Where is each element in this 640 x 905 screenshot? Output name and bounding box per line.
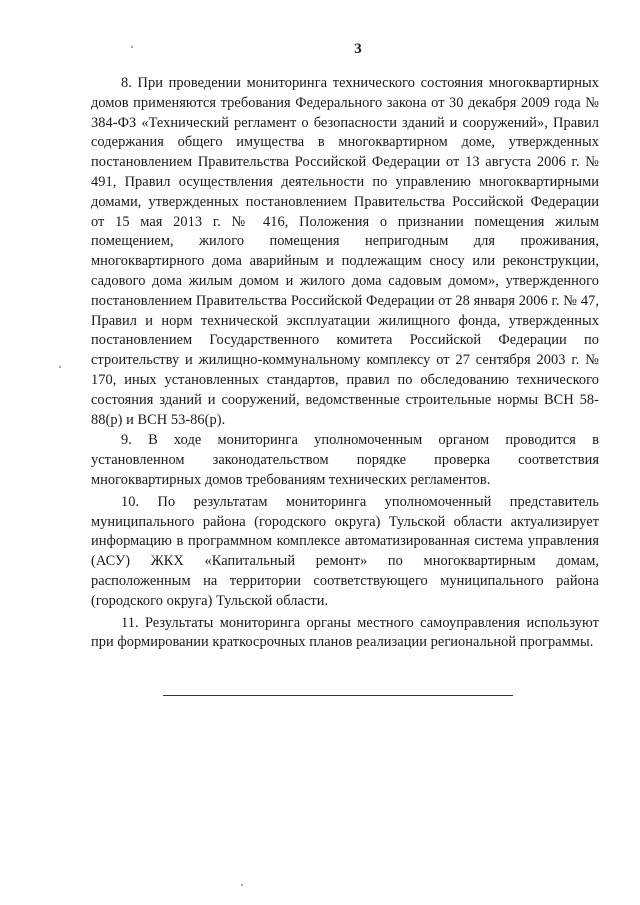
paragraph-10: 10. По результатам мониторинга уполномоченный представитель муниципального района (городского округа) Тульской области актуализирует информацию в программном комплексе автоматизированная система управления (АСУ) ЖКХ «Капитальный ремонт» по многоквартирным домам, расположенным на территории соответствующего муниципального района (городского округа) Тульской области. — [91, 493, 599, 609]
paragraph-8: 8. При проведении мониторинга технического состояния многоквартирных домов применяются требования Федерального закона от 30 декабря 2009 года № 384-ФЗ «Технический регламент о безопасности зданий и сооружений», Правил содержания общего имущества в многоквартирном доме, утвержденных постановлением Правительства Российской Федерации от 13 августа 2006 г. № 491, Правил осуществления деятельности по управлению многоквартирными домами, утвержденных постановлением Правительства Российской Федерации от 15 мая 2013 г. № 416, Положения о признании помещения жилым помещением, жилого помещения непригодным для проживания, многоквартирного дома аварийным и подлежащим сносу или реконструкции, садового дома жилым домом и жилого дома садовым домом», утвержденного постановлением Правительства Российской Федерации от 28 января 2006 г. № 47, Правил и норм технической эксплуатации жилищного фонда, утвержденных постановлением Государственного комитета Российской Федерации по строительству и жилищно-коммунальному комплексу от 27 сентября 2003 г. № 170, иных установленных стандартов, правил по обследованию технического состояния зданий и сооружений, ведомственные строительные нормы ВСН 58-88(р) и ВСН 53-86(р). — [91, 75, 599, 428]
paragraph-9: 9. В ходе мониторинга уполномоченным органом проводится в установленном законодательством порядке проверка соответствия многоквартирных домов требованиям технических регламентов. — [91, 432, 599, 488]
page-number: 3 — [354, 41, 362, 57]
scan-speck — [241, 884, 243, 886]
scan-speck — [59, 366, 61, 368]
end-of-document-rule — [163, 695, 513, 696]
document-body — [91, 74, 599, 654]
paragraph-11: 11. Результаты мониторинга органы местного самоуправления используют при формировании краткосрочных планов реализации региональной программы. — [91, 614, 599, 651]
scan-speck — [131, 46, 133, 48]
